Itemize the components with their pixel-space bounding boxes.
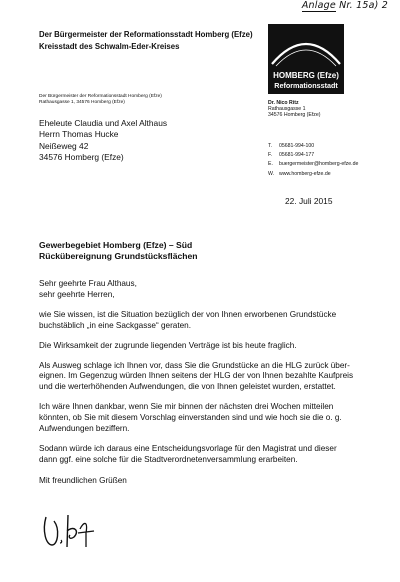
annex-prefix: Anlage: [301, 0, 336, 11]
salutation-2: sehr geehrte Herren,: [39, 289, 115, 299]
annex-number: Nr. 15a) 2: [339, 0, 388, 11]
subject: [39, 240, 198, 263]
sender-line-2: Rathausgasse 1, 34576 Homberg (Efze): [39, 100, 125, 105]
city-logo: [268, 24, 344, 94]
phone-value: 05681-994-100: [279, 143, 315, 149]
letter-date: 22. Juli 2015: [285, 196, 333, 206]
letterhead-title: Der Bürgermeister der Reformationsstadt Homberg (Efze): [39, 30, 253, 39]
web-key: W.: [268, 170, 275, 177]
paragraph-3-line-1: Als Ausweg schlage ich Ihnen vor, dass Sie die Grundstücke an die HLG zurück über-: [39, 360, 350, 370]
email-key: E.: [268, 161, 273, 168]
fax-key: F.: [268, 152, 273, 159]
letterhead-subtitle: Kreisstadt des Schwalm-Eder-Kreises: [39, 42, 180, 51]
recipient-line-2: Herrn Thomas Hucke: [39, 129, 119, 140]
email-value: buergermeister@homberg-efze.de: [279, 161, 359, 168]
paragraph-2-line-1: Die Wirksamkeit der zugrunde liegenden Verträge ist bis heute fraglich.: [39, 340, 297, 350]
subject-line-2: Rückübereignung Grundstücksflächen: [39, 251, 198, 262]
contact-details: [268, 142, 358, 179]
contact-phone: [268, 142, 358, 151]
recipient-line-1: Eheleute Claudia und Axel Althaus: [39, 118, 168, 128]
contact-name: Dr. Nico Ritz: [268, 100, 299, 106]
logo-text-tagline: Reformationsstadt: [274, 81, 338, 90]
sender-return-line: [39, 94, 162, 106]
recipient-line-3: Neißeweg 42: [39, 140, 89, 151]
fax-value: 05681-994-177: [279, 152, 315, 159]
paragraph-3-line-3: und die werterhöhenden Aufwendungen, die von Ihnen geleistet wurden, erstattet.: [39, 382, 336, 392]
closing: Mit freundlichen Grüßen: [39, 475, 127, 485]
recipient-line-4: 34576 Homberg (Efze): [39, 152, 124, 163]
handwritten-signature: [40, 507, 102, 551]
recipient-address: [39, 118, 167, 164]
contact-web: [268, 170, 358, 179]
paragraph-4-line-3: Aufwendungen beziffern.: [39, 424, 130, 434]
annex-stamp: [302, 0, 388, 11]
contact-fax: [268, 151, 358, 160]
contact-city: 34576 Homberg (Efze): [268, 112, 321, 119]
logo-text-city: HOMBERG (Efze): [273, 71, 339, 80]
phone-key: T.: [268, 143, 273, 149]
paragraph-5-line-1: Sodann würde ich daraus eine Entscheidungsvorlage für den Magistrat und dieser: [39, 443, 337, 453]
web-value: www.homberg-efze.de: [279, 170, 331, 177]
contact-block: [268, 100, 320, 119]
paragraph-5-line-2: dann ggf. eine solche für die Stadtverordnetenversammlung erarbeiten.: [39, 454, 298, 464]
paragraph-1-line-1: wie Sie wissen, ist die Situation bezüglich der von Ihnen erworbenen Grundstücke: [39, 309, 337, 319]
sender-line-1: Der Bürgermeister der Reformationsstadt Homberg (Efze): [39, 94, 162, 99]
paragraph-4-line-1: Ich wäre Ihnen dankbar, wenn Sie mir binnen der nächsten drei Wochen mitteilen: [39, 402, 334, 412]
contact-email: [268, 160, 358, 169]
paragraph-1-line-2: buchstäblich „in eine Sackgasse“ geraten.: [39, 320, 192, 330]
paragraph-4-line-2: könnten, ob Sie mit diesem Vorschlag einverstanden sind und wie hoch sie die o. g.: [39, 413, 342, 423]
salutation-1: Sehr geehrte Frau Althaus,: [39, 279, 137, 288]
subject-line-1: Gewerbegebiet Homberg (Efze) – Süd: [39, 240, 193, 250]
paragraph-3-line-2: eignen. Im Gegenzug würden Ihnen seitens der HLG der von Ihnen bezahlte Kaufpreis: [39, 371, 354, 381]
letter-body: [39, 279, 395, 487]
contact-street: Rathausgasse 1: [268, 106, 306, 113]
